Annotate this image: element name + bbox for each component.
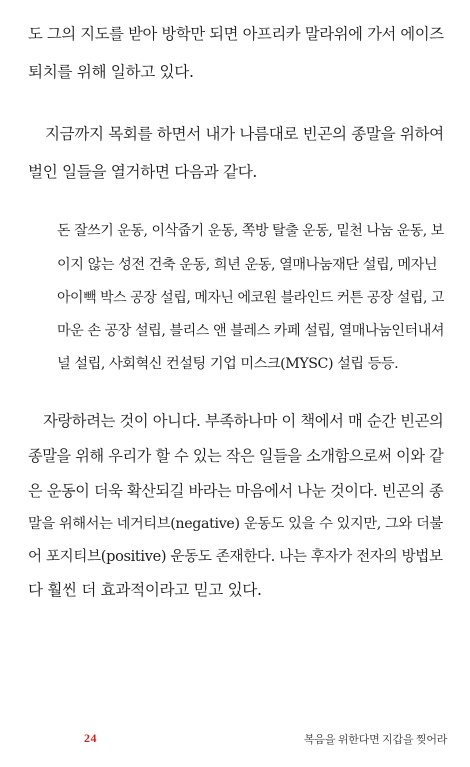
text-line: 은 운동이 더욱 확산되길 바라는 마음에서 나눈 것이다. 빈곤의 종 <box>28 482 444 500</box>
text-line: 돈 잘쓰기 운동, 이삭줍기 운동, 쪽방 탈출 운동, 밑천 나눔 운동, 보 <box>57 223 444 239</box>
text-line: 마운 손 공장 설립, 블리스 앤 블레스 카페 설립, 열매나눔인터내셔 <box>57 323 445 339</box>
text-line: 어 포지티브(positive) 운동도 존재한다. 나는 후자가 전자의 방법보 <box>28 548 443 565</box>
text-line: 자랑하려는 것이 아니다. 부족하나마 이 책에서 매 순간 빈곤의 <box>43 412 444 430</box>
text-line: 도 그의 지도를 받아 방학만 되면 아프리카 말라위에 가서 에이즈 <box>28 25 444 43</box>
text-line: 말을 위해서는 네거티브(negative) 운동도 있을 수 있지만, 그와 더불 <box>28 516 443 532</box>
text-line: 지금까지 목회를 하면서 내가 나름대로 빈곤의 종말을 위하여 <box>45 125 444 143</box>
running-title: 복음을 위한다면 지갑을 찢어라 <box>304 734 448 746</box>
text-line: 아이빽 박스 공장 설립, 메자닌 에코원 블라인드 커튼 공장 설립, 고 <box>57 290 445 306</box>
page-number: 24 <box>84 731 97 745</box>
text-line: 이지 않는 성전 건축 운동, 희년 운동, 열매나눔재단 설립, 메자닌 <box>57 257 438 273</box>
text-line: 종말을 위해 우리가 할 수 있는 작은 일들을 소개함으로써 이와 같 <box>28 447 444 465</box>
text-line: 널 설립, 사회혁신 컨설팅 기업 미스크(MYSC) 설립 등등. <box>57 356 399 372</box>
text-line: 퇴치를 위해 일하고 있다. <box>28 63 194 81</box>
text-line: 다 훨씬 더 효과적이라고 믿고 있다. <box>28 581 262 599</box>
text-line: 벌인 일들을 열거하면 다음과 같다. <box>28 163 258 181</box>
